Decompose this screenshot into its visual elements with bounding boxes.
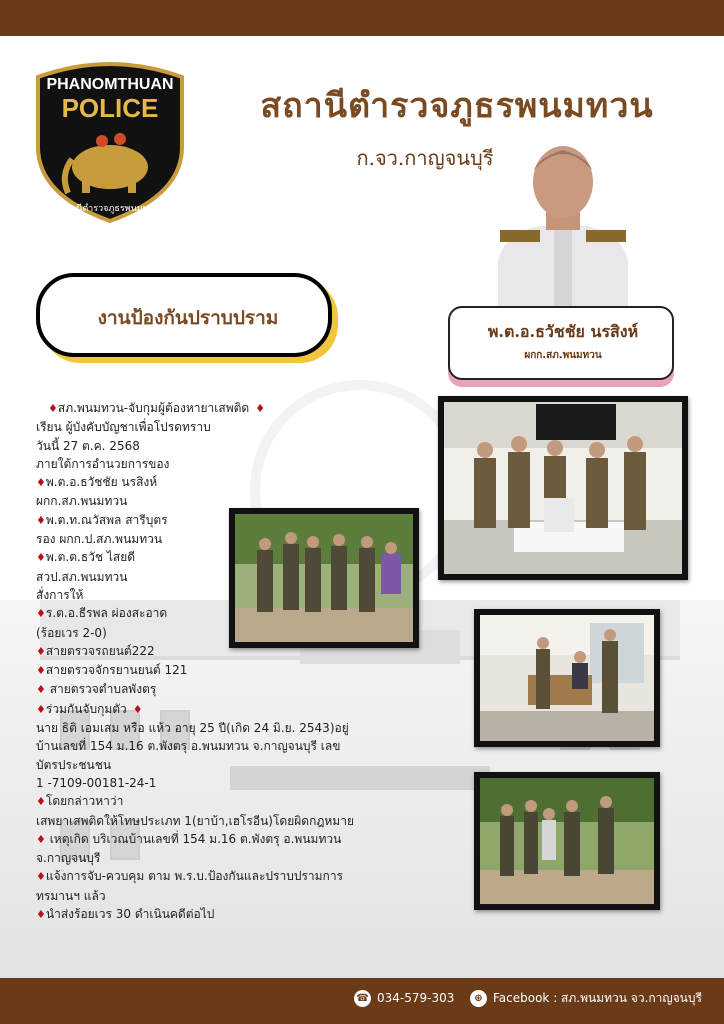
footer-phone[interactable] [354, 987, 454, 1009]
bullet-diamond-icon: ♦ [36, 476, 46, 490]
phone-icon: ☎ [354, 990, 371, 1007]
report-line-text: จ.กาญจนบุรี [36, 851, 101, 866]
report-line [36, 455, 416, 473]
report-line-text: (ร้อยเวร 2-0) [36, 625, 107, 640]
report-line-text: พ.ต.ท.ณวัสพล สารีบุตร [45, 512, 168, 527]
bullet-diamond-icon: ♦ [36, 607, 46, 621]
commander-name: พ.ต.อ.ธวัชชัย นรสิงห์ [487, 322, 639, 341]
report-line-text: สภ.พนมทวน-จับกุมผู้ต้องหายาเสพติด [57, 401, 250, 415]
photo-arrest-outdoor-escort [474, 772, 660, 910]
report-line-text: เหตุเกิด บริเวณบ้านเลขที่ 154 ม.16 ต.พังตรุ อ.พนมทวน [45, 831, 342, 846]
report-line [36, 473, 416, 492]
bullet-diamond-icon: ♦ [36, 683, 46, 697]
report-line-text: ร่วมกันจับกุมตัว [45, 701, 127, 716]
report-line-text: รอง ผกก.ป.สภ.พนมทวน [36, 532, 163, 547]
bullet-diamond-icon: ♦ [48, 402, 58, 415]
report-line-text: ร.ต.อ.ธีรพล ผ่องสะอาด [45, 606, 168, 621]
report-line-text: เสพยาเสพติดให้โทษประเภท 1(ยาบ้า,เฮโรอีน)โดยผิดกฎหมาย [36, 813, 354, 828]
globe-icon: ⊕ [470, 990, 487, 1007]
report-line-text: บ้านเลขที่ 154 ม.16 ต.พังตรุ อ.พนมทวน จ.กาญจนบุรี เลข [36, 739, 341, 754]
bullet-diamond-icon: ♦ [255, 402, 266, 415]
report-line-text: พ.ต.ต.ธวัช ไสยดี [45, 550, 136, 565]
bullet-diamond-icon: ♦ [132, 702, 143, 716]
commander-portrait [496, 140, 630, 308]
report-line [36, 737, 416, 755]
report-line-text: แจ้งการจับ-ควบคุม ตาม พ.ร.บ.ป้องกันและปราบปรามการ [45, 869, 343, 884]
report-line-text: เรียน ผู้บังคับบัญชาเพื่อโปรดทราบ [36, 420, 211, 435]
svg-text:POLICE: POLICE [61, 93, 159, 123]
report-line-text: สั่งการให้ [36, 587, 84, 602]
report-line [36, 719, 416, 737]
section-title-pill [36, 273, 332, 357]
report-line [36, 867, 416, 886]
commander-name-card [448, 306, 674, 380]
bullet-diamond-icon: ♦ [36, 908, 46, 922]
report-line [36, 399, 416, 418]
bullet-diamond-icon: ♦ [36, 513, 46, 527]
report-line-text: สายตรวจรถยนต์222 [45, 643, 155, 658]
report-line [36, 887, 416, 905]
report-line [36, 756, 416, 774]
police-badge-logo [30, 55, 190, 225]
report-line-text: ทรมานฯ แล้ว [36, 888, 106, 903]
report-line [36, 849, 416, 867]
report-line [36, 700, 416, 719]
top-bar [0, 0, 724, 36]
report-body [36, 399, 416, 924]
bullet-diamond-icon: ♦ [36, 795, 46, 809]
report-line-text: 1 -7109-00181-24-1 [36, 775, 157, 790]
report-line [36, 774, 416, 792]
bullet-diamond-icon: ♦ [36, 702, 46, 716]
bullet-diamond-icon: ♦ [36, 870, 46, 884]
report-line-text: ภายใต้การอำนวยการของ [36, 456, 170, 471]
report-line-text: วันนี้ 27 ต.ค. 2568 [36, 438, 140, 453]
section-title: งานป้องกันปราบปราม [97, 307, 279, 329]
footer-facebook[interactable] [470, 987, 702, 1009]
photo-suspect-seated-office [474, 609, 660, 747]
report-line [36, 905, 416, 924]
phone-number: 034-579-303 [377, 991, 455, 1005]
report-line-text: นาย ธิติ เอมเสม หรือ แห้ว อายุ 25 ปี(เกิด 24 มิ.ย. 2543)อยู่ [36, 721, 349, 736]
svg-text:PHANOMTHUAN: PHANOMTHUAN [46, 76, 174, 93]
photo-team-with-suspect-office [438, 396, 688, 580]
report-line-text: พ.ต.อ.ธวัชชัย นรสิงห์ [45, 475, 158, 490]
report-line [36, 437, 416, 455]
report-line-text: ผกก.สภ.พนมทวน [36, 494, 128, 509]
report-line-text: สายตรวจจักรยานยนต์ 121 [45, 663, 188, 678]
commander-role: ผกก.สภ.พนมทวน [524, 350, 602, 361]
photo-arrest-outdoor-group [229, 508, 419, 648]
report-line [36, 661, 416, 680]
report-line-text: สายตรวจตำบลพังตรุ [45, 682, 157, 697]
svg-text:สถานีตำรวจภูธรพนมทวน: สถานีตำรวจภูธรพนมทวน [60, 204, 160, 214]
report-line [36, 812, 416, 830]
report-line-text: นำส่งร้อยเวร 30 ดำเนินคดีต่อไป [45, 907, 215, 922]
bullet-diamond-icon: ♦ [36, 551, 46, 565]
facebook-page: Facebook : สภ.พนมทวน จว.กาญจนบุรี [493, 990, 702, 1005]
station-title: สถานีตำรวจภูธรพนมทวน [260, 86, 654, 126]
bullet-diamond-icon: ♦ [36, 664, 46, 678]
report-line [36, 830, 416, 849]
report-line [36, 792, 416, 811]
bullet-diamond-icon: ♦ [36, 644, 46, 658]
report-line-text: สวป.สภ.พนมทวน [36, 569, 128, 584]
report-line-text: โดยกล่าวหาว่า [45, 794, 124, 809]
report-line-text: บัตรประชนชน [36, 757, 112, 772]
province-subtitle: ก.จว.กาญจนบุรี [356, 146, 494, 170]
report-line [36, 418, 416, 436]
bullet-diamond-icon: ♦ [36, 832, 46, 846]
report-line [36, 680, 416, 699]
